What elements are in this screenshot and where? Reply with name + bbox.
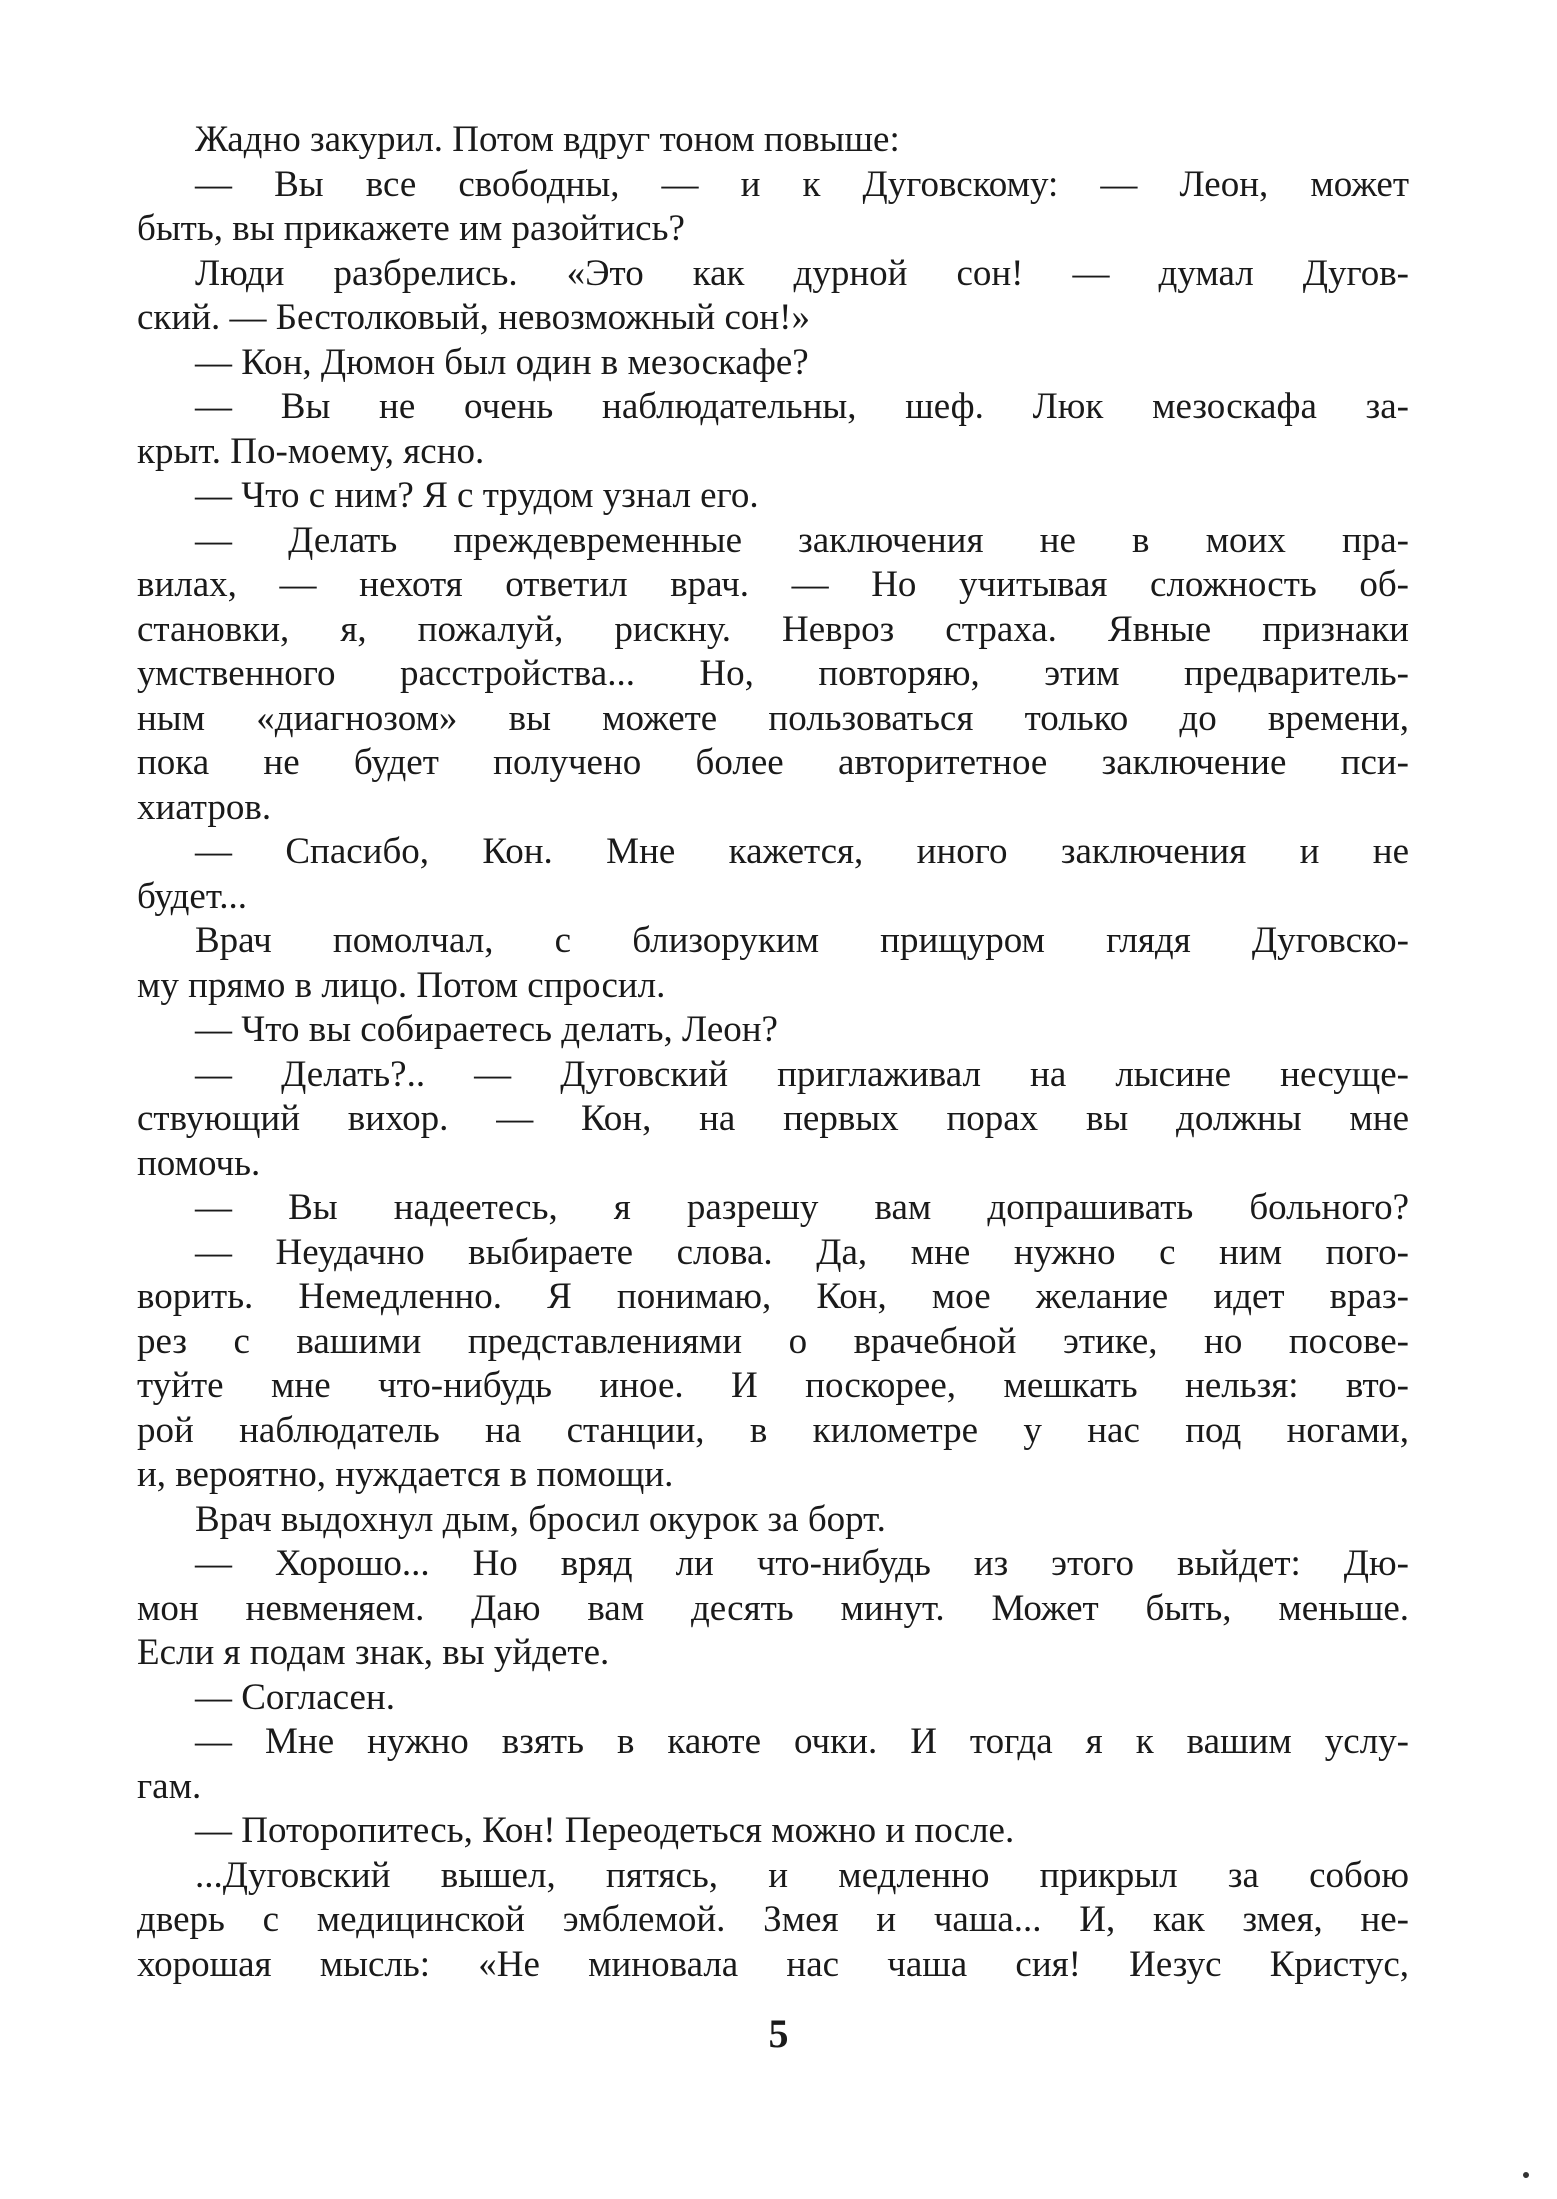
text-line: — Мне нужно взять в каюте очки. И тогда я к вашим услу- [195,1721,1409,1762]
text-line: умственного расстройства... Но, повторяю, этим предваритель- [137,653,1409,694]
text-line: хиатров. [137,786,272,828]
text-line: — Неудачно выбираете слова. Да, мне нужно с ним пого- [195,1231,1409,1273]
text-line: — Вы надеетесь, я разрешу вам допрашивать больного? [195,1187,1409,1228]
scan-speck [1523,2172,1529,2178]
text-line: — Что вы собираетесь делать, Леон? [195,1009,778,1050]
text-line: — Делать преждевременные заключения не в моих пра- [195,519,1409,561]
text-line: ным «диагнозом» вы можете пользоваться только до времени, [137,697,1409,739]
text-line: становки, я, пожалуй, рискну. Невроз страха. Явные признаки [137,608,1409,650]
text-line: ...Дуговский вышел, пятясь, и медленно прикрыл за собою [195,1854,1409,1896]
text-line: пока не будет получено более авторитетное заключение пси- [137,742,1409,783]
text-line: Люди разбрелись. «Это как дурной сон! — думал Дугов- [195,252,1409,294]
text-line: ствующий вихор. — Кон, на первых порах вы должны мне [137,1098,1409,1139]
text-line: ворить. Немедленно. Я понимаю, Кон, мое желание идет враз- [137,1276,1409,1317]
text-line: — Хорошо... Но вряд ли что-нибудь из этого выйдет: Дю- [195,1543,1409,1584]
text-line: туйте мне что-нибудь иное. И поскорее, мешкать нельзя: вто- [137,1365,1409,1406]
text-line: — Спасибо, Кон. Мне кажется, иного заключения и не [195,831,1409,872]
page-number: 5 [768,2011,789,2056]
body-text [137,118,1409,1987]
text-line: Жадно закурил. Потом вдруг тоном повыше: [195,119,900,160]
text-line: вилах, — нехотя ответил врач. — Но учитывая сложность об- [137,564,1409,605]
text-line: дверь с медицинской эмблемой. Змея и чаша... И, как змея, не- [137,1899,1409,1940]
text-line: будет... [137,875,247,917]
text-line: помочь. [137,1142,261,1184]
text-line: мон невменяем. Даю вам десять минут. Может быть, меньше. [137,1587,1409,1629]
text-line: — Поторопитесь, Кон! Переодеться можно и после. [195,1810,1015,1851]
text-line: — Вы не очень наблюдательны, шеф. Люк мезоскафа за- [195,386,1409,427]
text-line: — Согласен. [195,1676,395,1718]
text-line: — Кон, Дюмон был один в мезоскафе? [195,341,809,383]
text-line: рой наблюдатель на станции, в километре у нас под ногами, [137,1409,1409,1451]
text-line: хорошая мысль: «Не миновала нас чаша сия! Иезус Кристус, [137,1943,1409,1985]
text-line: крыт. По-моему, ясно. [137,430,485,472]
text-line: — Что с ним? Я с трудом узнал его. [195,475,759,516]
text-line: Врач помолчал, с близоруким прищуром глядя Дуговско- [195,920,1409,961]
text-line: ский. — Бестолковый, невозможный сон!» [137,297,810,338]
text-line: и, вероятно, нуждается в помощи. [137,1454,674,1495]
text-line: рез с вашими представлениями о врачебной этике, но посове- [137,1320,1409,1362]
text-line: Если я подам знак, вы уйдете. [137,1632,610,1673]
text-line: гам. [137,1765,202,1807]
text-line: му прямо в лицо. Потом спросил. [137,964,666,1006]
text-line: Врач выдохнул дым, бросил окурок за борт. [195,1498,886,1540]
text-line: — Делать?.. — Дуговский приглаживал на лысине несуще- [195,1053,1409,1095]
text-line: — Вы все свободны, — и к Дуговскому: — Леон, может [195,163,1409,205]
text-line: быть, вы прикажете им разойтись? [137,208,685,249]
